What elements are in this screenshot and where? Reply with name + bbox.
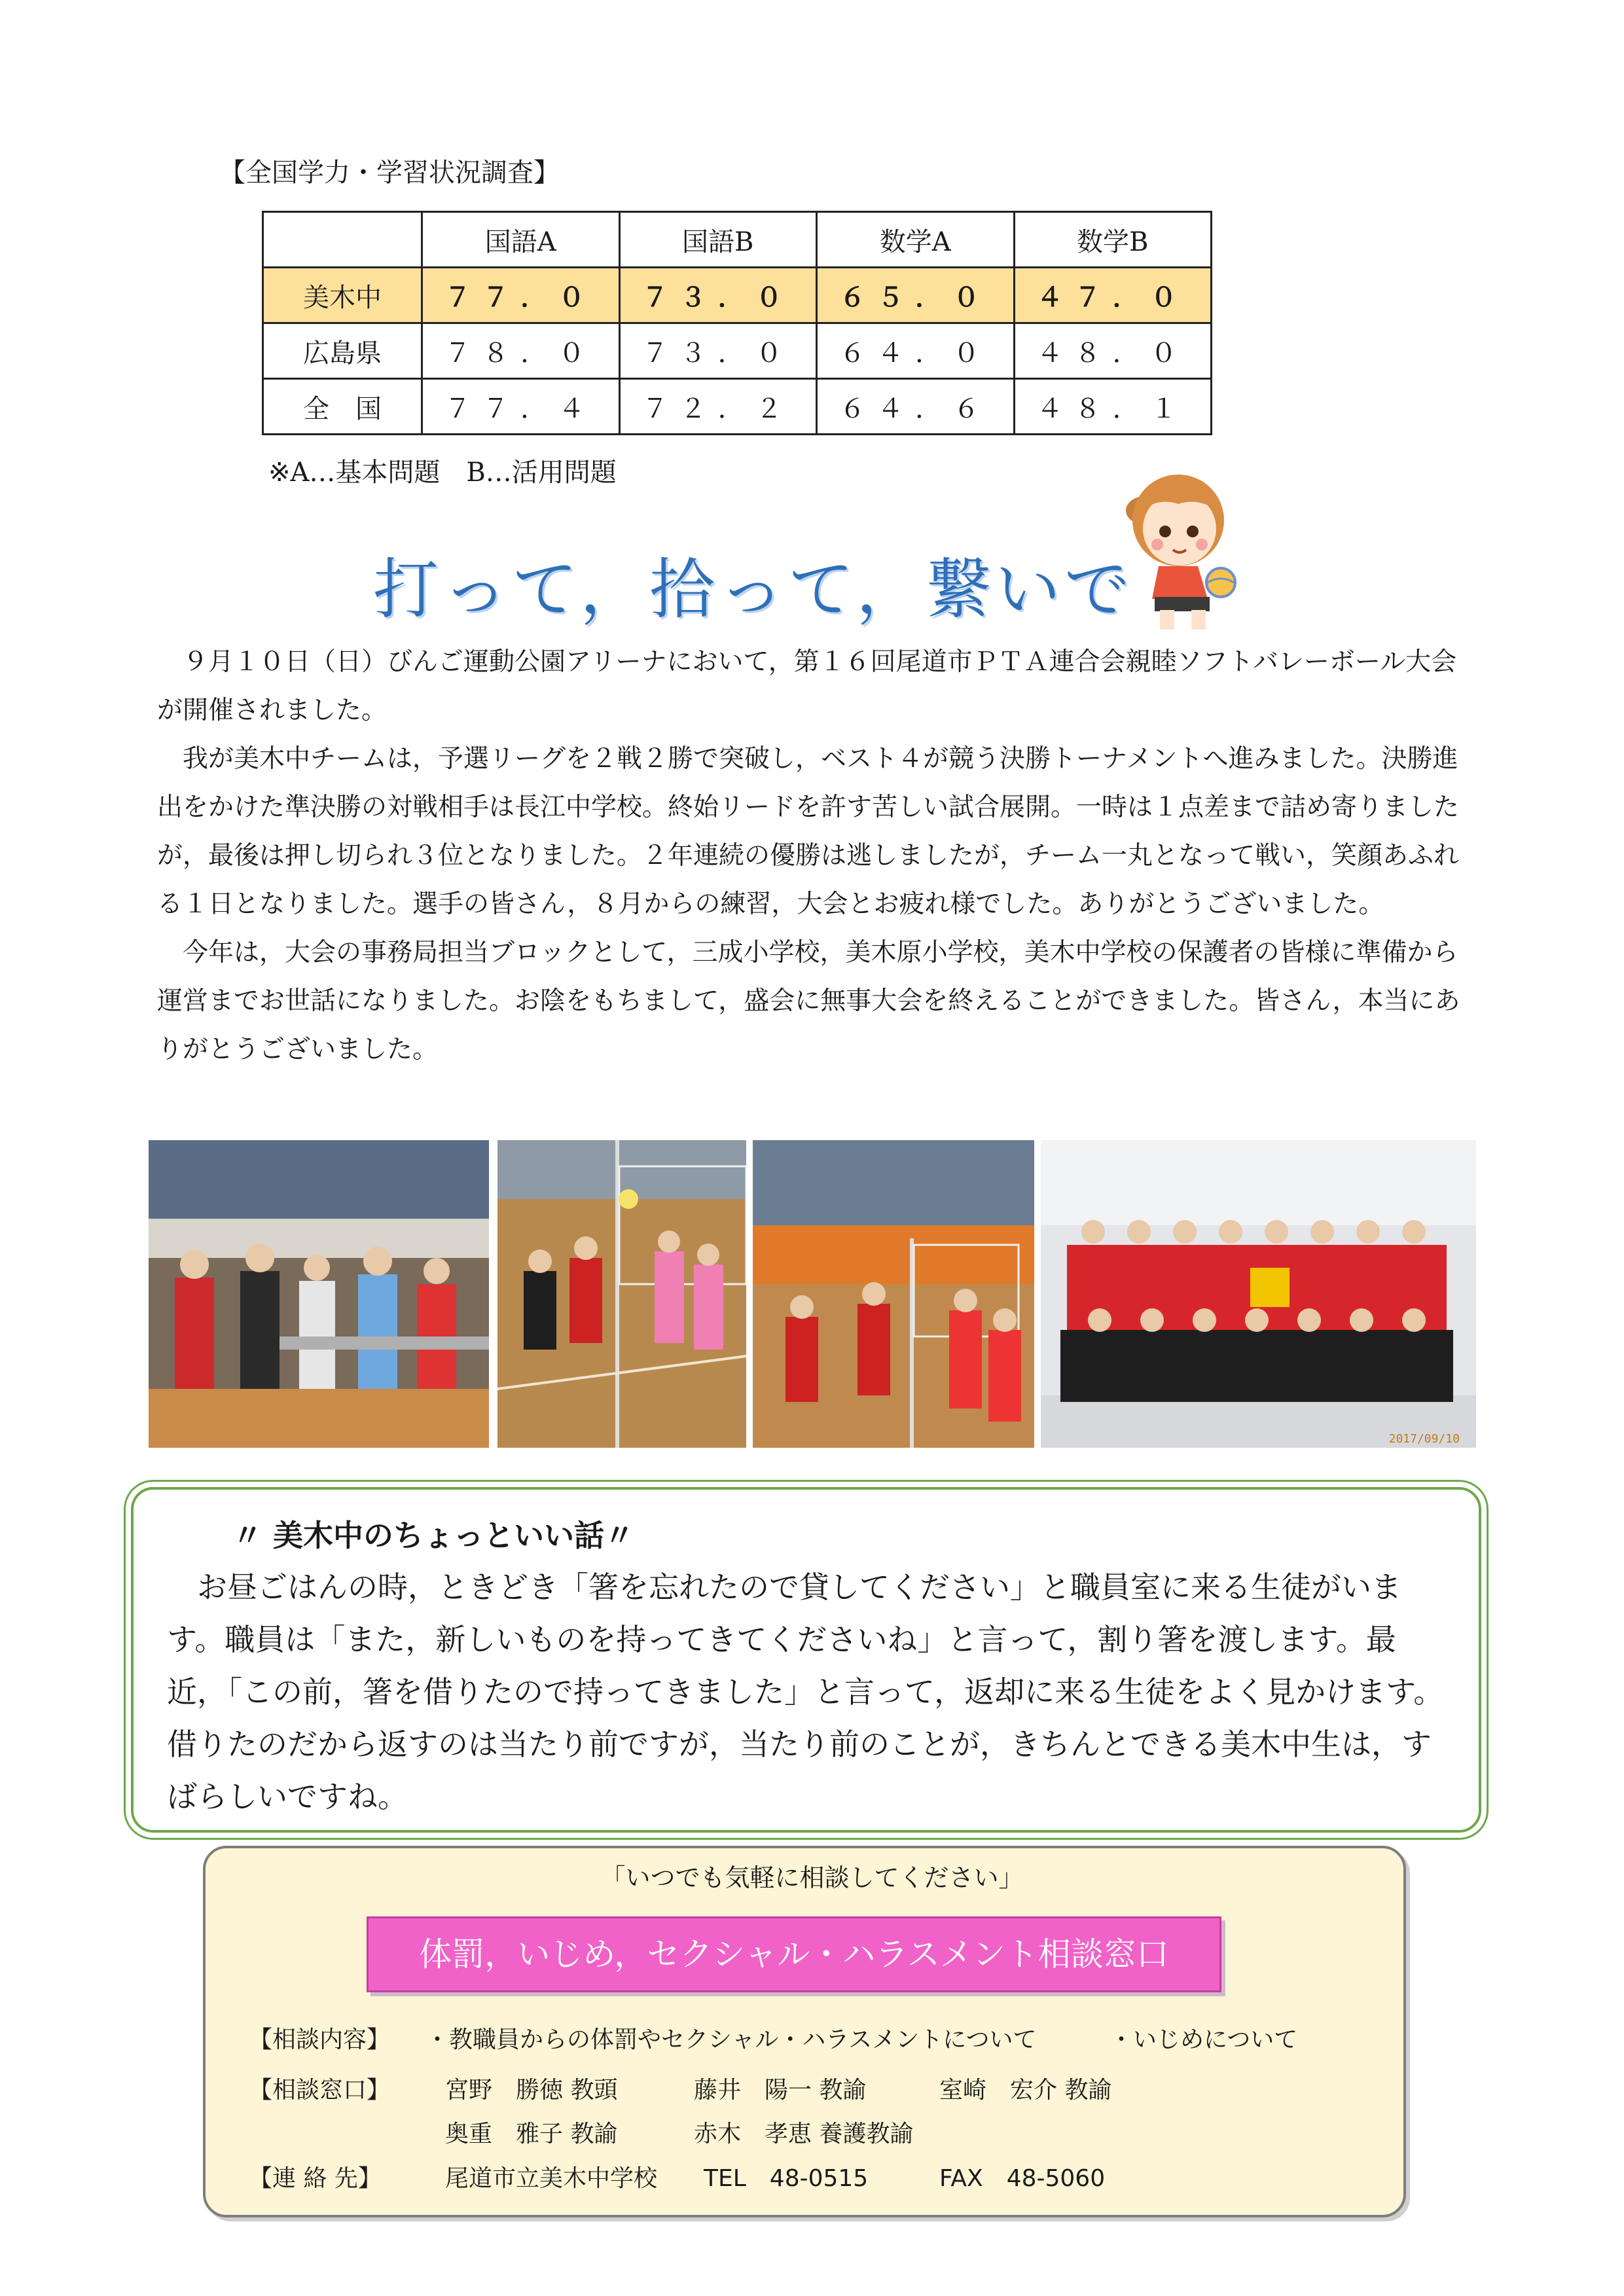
score-cell: ６４．０ [817,323,1015,379]
table-note: ※A…基本問題 B…活用問題 [268,457,617,488]
table-header-cell [263,212,422,268]
score-cell: ７２．２ [619,379,817,435]
good-story-paragraph: お昼ごはんの時，ときどき「箸を忘れたので貸してください」と職員室に来る生徒がいます。職員は「また，新しいものを持ってきてくださいね」と言って，割り箸を渡します。最近，「この前，箸を借りたので持ってきました」と言って，返却に来る生徒をよく見かけます。借りたのだから返すのは当たり前ですが，当たり前のことが，きちんとできる美木中生は，すばらしいですね。 [167,1570,1444,1814]
row-label: 広島県 [263,323,422,379]
row-label: 全 国 [263,379,422,435]
table-header-row [263,212,1212,268]
consult-staff-name: 赤木 孝恵 養護教諭 [694,2121,914,2147]
consult-content-item: ・いじめについて [1110,2026,1298,2053]
survey-heading: 【全国学力・学習状況調査】 [219,158,560,188]
table-header-cell: 国語B [619,212,817,268]
table-header-cell: 国語A [422,212,620,268]
score-cell: ７３．０ [619,268,817,323]
consult-tel: TEL 48-0515 [704,2165,869,2192]
article-body [157,638,1473,1074]
score-cell: ６５．０ [817,268,1015,323]
table-row [263,379,1212,435]
score-cell: ７７．４ [422,379,620,435]
score-cell: ４７．０ [1014,268,1212,323]
consult-staff-name: 宮野 勝徳 教頭 [445,2077,618,2104]
score-cell: ６４．６ [817,379,1015,435]
consult-staff-name: 藤井 陽一 教諭 [694,2077,867,2104]
consult-staff-name: 奥重 雅子 教諭 [445,2121,618,2147]
article-paragraph: ９月１０日（日）びんご運動公園アリーナにおいて，第１６回尾道市ＰＴＡ連合会親睦ソフトバレーボール大会が開催されました。 [157,647,1457,725]
consult-window-label: 【相談窓口】 [249,2077,391,2104]
volleyball-girl-illustration [1100,458,1244,635]
article-title: 打って，拾って，繋いで [373,551,1134,628]
consultation-callout: 「いつでも気軽に相談してください」 [600,1863,1024,1892]
score-cell: ７８．０ [422,323,620,379]
volleyball-photo [753,1140,1034,1448]
photo-date-stamp: 2017/09/10 [1388,1432,1460,1446]
volleyball-photo [149,1140,489,1448]
table-row [263,323,1212,379]
score-cell: ７７．０ [422,268,620,323]
consult-school-name: 尾道市立美木中学校 [445,2165,658,2192]
table-header-cell: 数学A [817,212,1015,268]
good-story-title: 〃 美木中のちょっといい話〃 [232,1518,635,1553]
score-cell: ４８．０ [1014,323,1212,379]
score-cell: ４８．１ [1014,379,1212,435]
consult-contact-label: 【連 絡 先】 [249,2165,382,2192]
team-group-photo [1041,1140,1476,1448]
consult-content-item: ・教職員からの体罰やセクシャル・ハラスメントについて [425,2026,1037,2053]
good-story-text [167,1561,1450,1823]
consult-fax: FAX 48-5060 [939,2165,1106,2192]
table-row [263,268,1212,323]
volleyball-photo [497,1140,746,1448]
score-table [262,211,1212,435]
row-label: 美木中 [263,268,422,323]
article-paragraph: 今年は，大会の事務局担当ブロックとして，三成小学校，美木原小学校，美木中学校の保護者の皆様に準備から運営までお世話になりました。お陰をもちまして，盛会に無事大会を終えることができました。皆さん，本当にありがとうございました。 [157,938,1460,1064]
score-cell: ７３．０ [619,323,817,379]
article-paragraph: 我が美木中チームは，予選リーグを２戦２勝で突破し，ベスト４が競う決勝トーナメントへ進みました。決勝進出をかけた準決勝の対戦相手は長江中学校。終始リードを許す苦しい試合展開。一時は１点差まで詰め寄りましたが，最後は押し切られ３位となりました。２年連続の優勝は逃しましたが，チーム一丸となって戦い，笑顔あふれる１日となりました。選手の皆さん，８月からの練習，大会とお疲れ様でした。ありがとうございました。 [157,744,1460,919]
consultation-banner: 体罰，いじめ，セクシャル・ハラスメント相談窓口 [367,1916,1221,1992]
consult-staff-name: 室崎 宏介 教諭 [939,2077,1112,2104]
consult-content-label: 【相談内容】 [249,2026,391,2053]
table-header-cell: 数学B [1014,212,1212,268]
